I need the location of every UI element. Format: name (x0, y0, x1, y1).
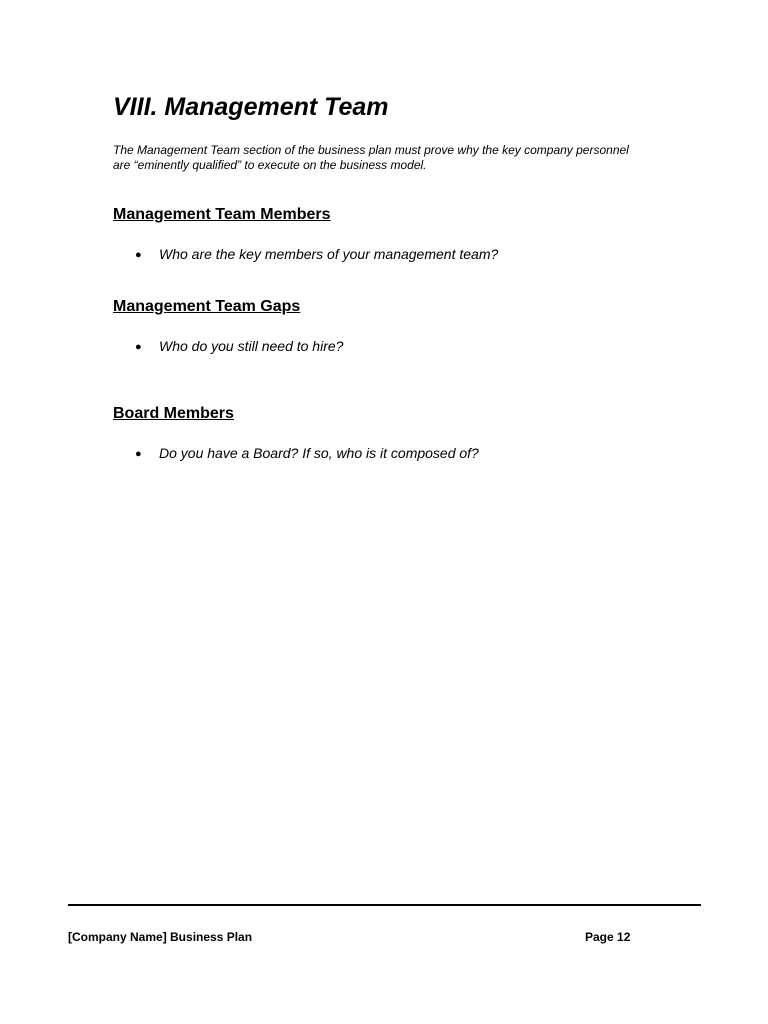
bullet-text: Who are the key members of your management team? (159, 246, 499, 262)
footer-company-name: [Company Name] Business Plan (68, 930, 253, 944)
section-heading-management-team-members: Management Team Members (113, 206, 331, 223)
intro-line-2: are “eminently qualified” to execute on the business model. (113, 158, 427, 172)
section-heading-management-team-gaps: Management Team Gaps (113, 298, 301, 315)
footer-page-number: Page 12 (585, 930, 631, 944)
bullet-icon: ● (135, 448, 142, 460)
list-item (135, 337, 343, 356)
bullet-text: Who do you still need to hire? (159, 338, 344, 354)
footer-divider (68, 904, 701, 906)
list-item (135, 245, 498, 264)
bullet-text: Do you have a Board? If so, who is it composed of? (159, 445, 479, 461)
bullet-icon: ● (135, 341, 142, 353)
bullet-icon: ● (135, 249, 142, 261)
section-heading-board-members: Board Members (113, 405, 234, 422)
intro-paragraph (113, 143, 673, 173)
list-item (135, 444, 479, 463)
intro-line-1: The Management Team section of the business plan must prove why the key company personnel (113, 143, 629, 157)
page-title: VIII. Management Team (113, 93, 389, 121)
